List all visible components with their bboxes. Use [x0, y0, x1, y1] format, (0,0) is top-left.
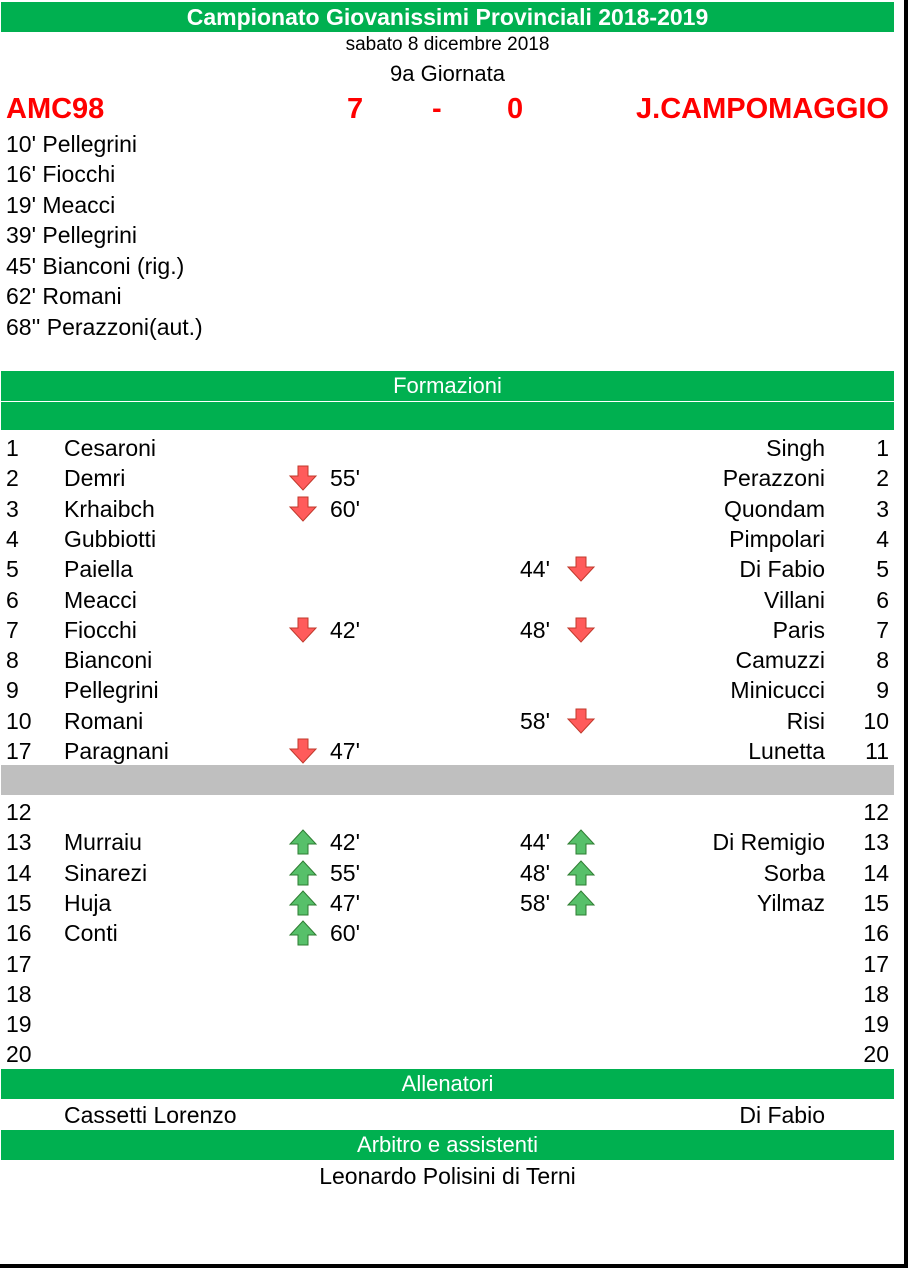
- home-shirt-number: 19: [6, 1011, 32, 1038]
- away-sub-minute: 48': [520, 859, 550, 886]
- home-player-name: Demri: [64, 465, 126, 492]
- home-shirt-number: 17: [6, 950, 32, 977]
- arrow-up-icon: [566, 860, 596, 886]
- away-shirt-number: 6: [876, 586, 889, 613]
- away-shirt-number: 10: [863, 707, 889, 734]
- home-shirt-number: 17: [6, 738, 32, 764]
- home-player-name: Meacci: [64, 586, 137, 613]
- lineups-header: Formazioni: [1, 371, 894, 401]
- home-player-name: Krhaibch: [64, 495, 155, 522]
- home-player-name: Murraiu: [64, 829, 142, 856]
- away-substitution: [520, 706, 600, 736]
- home-player-name: Romani: [64, 707, 144, 734]
- away-shirt-number: 11: [865, 738, 889, 764]
- away-player-name: Pimpolari: [729, 525, 825, 552]
- home-shirt-number: 9: [6, 677, 19, 704]
- home-sub-minute: 47': [330, 738, 360, 764]
- away-shirt-number: 7: [876, 616, 889, 643]
- home-substitution: [288, 827, 388, 857]
- table-row: [0, 554, 895, 584]
- away-player-name: Di Remigio: [712, 829, 825, 856]
- home-shirt-number: 15: [6, 889, 32, 916]
- away-shirt-number: 16: [863, 920, 889, 947]
- home-player-name: Fiocchi: [64, 616, 137, 643]
- home-sub-minute: 42': [330, 829, 360, 856]
- table-row: [0, 645, 895, 675]
- arrow-down-icon: [288, 496, 318, 522]
- table-row: [0, 888, 895, 918]
- away-shirt-number: 3: [876, 495, 889, 522]
- table-row: [0, 706, 895, 736]
- scorer-item: 45' Bianconi (rig.): [6, 253, 185, 279]
- away-shirt-number: 14: [863, 859, 889, 886]
- home-shirt-number: 4: [6, 525, 19, 552]
- home-player-name: Sinarezi: [64, 859, 148, 886]
- away-team: J.CAMPOMAGGIO: [636, 93, 889, 125]
- home-shirt-number: 13: [6, 829, 32, 856]
- table-row: [0, 1039, 895, 1069]
- home-player-name: Paragnani: [64, 738, 169, 764]
- away-sub-minute: 44': [520, 829, 550, 856]
- away-sub-minute: 58': [520, 889, 550, 916]
- referee-name: Leonardo Polisini di Terni: [319, 1163, 576, 1189]
- home-team: AMC98: [6, 93, 105, 125]
- home-shirt-number: 18: [6, 980, 32, 1007]
- arrow-up-icon: [288, 920, 318, 946]
- frame-border-bottom: [0, 1264, 908, 1268]
- away-sub-minute: 44': [520, 556, 550, 583]
- home-sub-minute: 42': [330, 616, 360, 643]
- bench-separator: [1, 765, 894, 795]
- away-shirt-number: 9: [876, 677, 889, 704]
- home-shirt-number: 14: [6, 859, 32, 886]
- away-player-name: Sorba: [763, 859, 825, 886]
- table-row: [0, 524, 895, 554]
- away-shirt-number: 15: [863, 889, 889, 916]
- table-row: [0, 979, 895, 1009]
- away-substitution: [520, 554, 600, 584]
- home-player-name: Bianconi: [64, 647, 153, 674]
- away-shirt-number: 20: [863, 1041, 889, 1068]
- arrow-down-icon: [566, 617, 596, 643]
- away-player-name: Yilmaz: [756, 889, 825, 916]
- away-player-name: Minicucci: [730, 677, 825, 704]
- arrow-down-icon: [566, 556, 596, 582]
- table-row: [0, 797, 895, 827]
- scorer-item: 62' Romani: [6, 283, 122, 309]
- away-shirt-number: 12: [863, 799, 889, 825]
- home-sub-minute: 60': [330, 920, 360, 947]
- arrow-up-icon: [566, 890, 596, 916]
- table-row: [0, 949, 895, 979]
- away-substitution: [520, 888, 600, 918]
- table-row: [0, 494, 895, 524]
- arrow-up-icon: [288, 829, 318, 855]
- home-substitution: [288, 736, 388, 766]
- home-substitution: [288, 615, 388, 645]
- away-sub-minute: 58': [520, 707, 550, 734]
- home-sub-minute: 60': [330, 495, 360, 522]
- matchday: 9a Giornata: [390, 61, 505, 86]
- home-player-name: Pellegrini: [64, 677, 159, 704]
- arrow-down-icon: [566, 708, 596, 734]
- home-shirt-number: 20: [6, 1041, 32, 1068]
- match-date: sabato 8 dicembre 2018: [345, 34, 550, 55]
- arrow-down-icon: [288, 617, 318, 643]
- away-shirt-number: 18: [863, 980, 889, 1007]
- home-shirt-number: 5: [6, 556, 19, 583]
- table-row: [0, 615, 895, 645]
- arrow-up-icon: [288, 860, 318, 886]
- away-shirt-number: 5: [876, 556, 889, 583]
- score-separator: -: [432, 93, 442, 125]
- home-player-name: Huja: [64, 889, 112, 916]
- championship-title: Campionato Giovanissimi Provinciali 2018-2019: [1, 2, 894, 32]
- referee-header: Arbitro e assistenti: [1, 1130, 894, 1160]
- home-substitution: [288, 858, 388, 888]
- table-row: [0, 736, 895, 766]
- home-substitution: [288, 463, 388, 493]
- home-sub-minute: 55': [330, 465, 360, 492]
- away-coach: Di Fabio: [739, 1102, 825, 1128]
- away-score: 0: [507, 93, 524, 125]
- away-player-name: Perazzoni: [722, 465, 825, 492]
- away-shirt-number: 8: [876, 647, 889, 674]
- away-player-name: Singh: [766, 435, 825, 461]
- arrow-down-icon: [288, 465, 318, 491]
- away-sub-minute: 48': [520, 616, 550, 643]
- table-row: [0, 1009, 895, 1039]
- table-row: [0, 827, 895, 857]
- home-player-name: Cesaroni: [64, 435, 157, 461]
- home-sub-minute: 55': [330, 859, 360, 886]
- away-substitution: [520, 615, 600, 645]
- home-substitution: [288, 888, 388, 918]
- home-shirt-number: 12: [6, 799, 32, 825]
- arrow-up-icon: [566, 829, 596, 855]
- home-shirt-number: 10: [6, 707, 32, 734]
- away-shirt-number: 17: [863, 950, 889, 977]
- away-shirt-number: 19: [863, 1011, 889, 1038]
- arrow-up-icon: [288, 890, 318, 916]
- scorer-item: 19' Meacci: [6, 192, 116, 218]
- home-shirt-number: 8: [6, 647, 19, 674]
- home-player-name: Paiella: [64, 556, 134, 583]
- table-row: [0, 858, 895, 888]
- home-score: 7: [347, 93, 364, 125]
- home-shirt-number: 16: [6, 920, 32, 947]
- away-player-name: Camuzzi: [735, 647, 825, 674]
- away-substitution: [520, 858, 600, 888]
- table-row: [0, 918, 895, 948]
- away-player-name: Di Fabio: [739, 556, 825, 583]
- lineups-subheader-band: [1, 402, 894, 430]
- away-shirt-number: 13: [863, 829, 889, 856]
- home-substitution: [288, 494, 388, 524]
- away-player-name: Lunetta: [748, 738, 825, 764]
- home-sub-minute: 47': [330, 889, 360, 916]
- frame-border-right: [904, 0, 908, 1268]
- home-substitution: [288, 918, 388, 948]
- home-shirt-number: 7: [6, 616, 19, 643]
- away-substitution: [520, 827, 600, 857]
- scorer-item: 39' Pellegrini: [6, 222, 137, 248]
- table-row: [0, 463, 895, 493]
- table-row: [0, 585, 895, 615]
- home-shirt-number: 6: [6, 586, 19, 613]
- scorer-item: 16' Fiocchi: [6, 161, 116, 187]
- home-coach: Cassetti Lorenzo: [64, 1102, 237, 1128]
- home-shirt-number: 3: [6, 495, 19, 522]
- away-player-name: Risi: [786, 707, 825, 734]
- scorer-item: 10' Pellegrini: [6, 131, 137, 157]
- scorer-item: 68'' Perazzoni(aut.): [6, 314, 203, 340]
- arrow-down-icon: [288, 738, 318, 764]
- away-shirt-number: 4: [876, 525, 889, 552]
- away-player-name: Villani: [764, 586, 825, 613]
- home-player-name: Gubbiotti: [64, 525, 157, 552]
- away-player-name: Paris: [772, 616, 825, 643]
- away-shirt-number: 2: [876, 465, 889, 492]
- home-player-name: Conti: [64, 920, 118, 947]
- home-shirt-number: 1: [6, 435, 19, 461]
- table-row: [0, 433, 895, 463]
- table-row: [0, 675, 895, 705]
- away-shirt-number: 1: [876, 435, 889, 461]
- home-shirt-number: 2: [6, 465, 19, 492]
- away-player-name: Quondam: [723, 495, 825, 522]
- coaches-header: Allenatori: [1, 1069, 894, 1099]
